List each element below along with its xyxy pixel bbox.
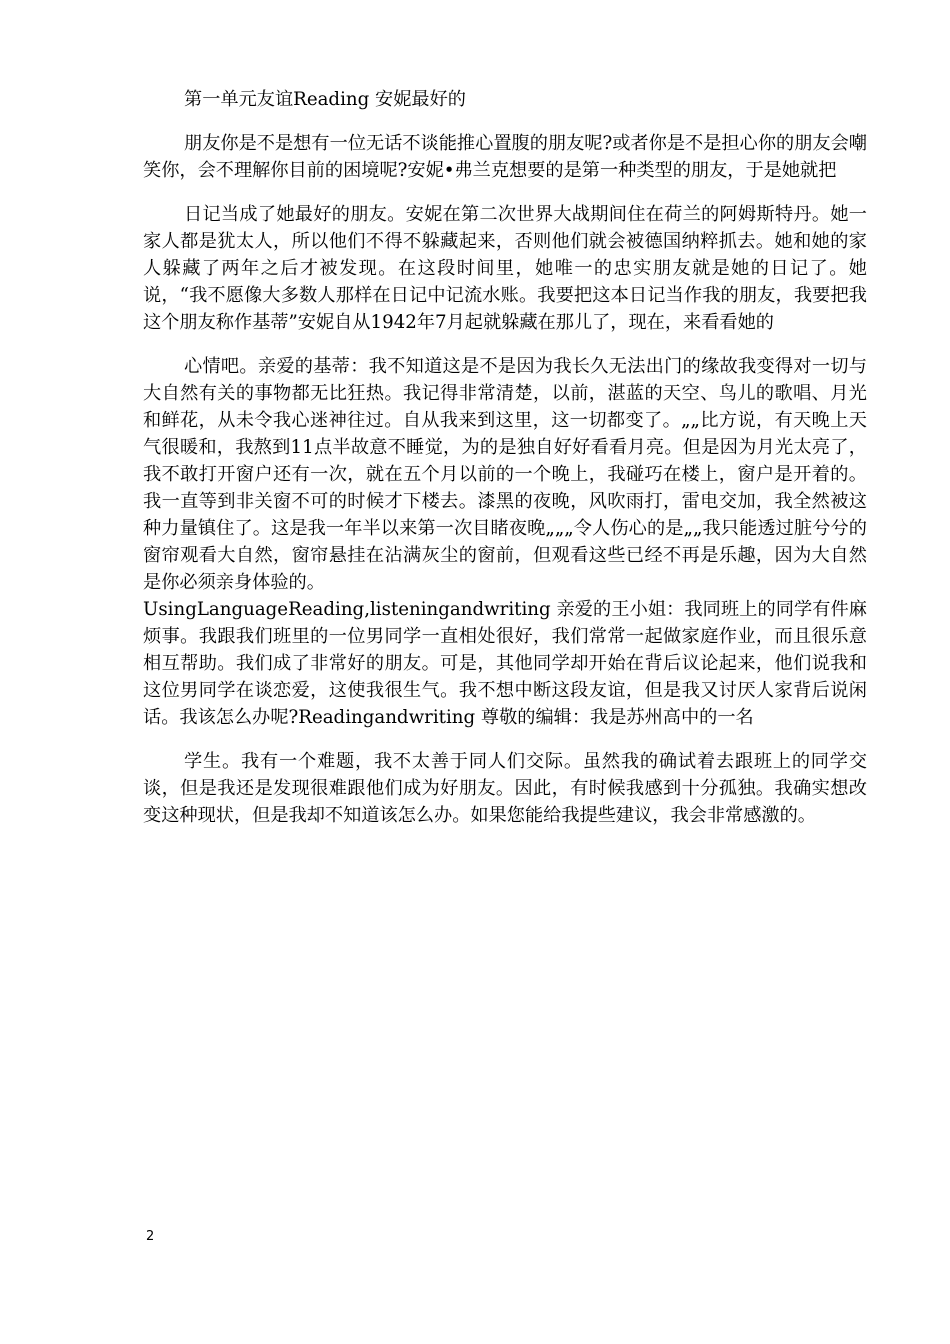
paragraph-3: 心情吧。亲爱的基蒂：我不知道这是不是因为我长久无法出门的缘故我变得对一切与大自然有关的事物都无比狂热。我记得非常清楚，以前，湛蓝的天空、鸟儿的歌唱、月光和鲜花，从未令我心迷神往过。自从我来到这里，这一切都变了。„„比方说，有天晚上天气很暖和，我熬到11点半故意不睡觉，为的是独自好好看看月亮。但是因为月光太亮了，我不敢打开窗户还有一次，就在五个月以前的一个晚上，我碰巧在楼上，窗户是开着的。我一直等到非关窗不可的时候才下楼去。漆黑的夜晚，风吹雨打，雷电交加，我全然被这种力量镇住了。这是我一年半以来第一次目睹夜晚„„„令人伤心的是„„我只能透过脏兮兮的窗帘观看大自然，窗帘悬挂在沾满灰尘的窗前，但观看这些已经不再是乐趣，因为大自然是你必须亲身体验的。 (143, 356, 867, 593)
paragraph-1: 朋友你是不是想有一位无话不谈能推心置腹的朋友呢?或者你是不是担心你的朋友会嘲笑你，会不理解你目前的困境呢?安妮•弗兰克想要的是第一种类型的朋友，于是她就把 (143, 133, 867, 181)
paragraph-5: 学生。我有一个难题，我不太善于同人们交际。虽然我的确试着去跟班上的同学交谈，但是我还是发现很难跟他们成为好朋友。因此，有时候我感到十分孤独。我确实想改变这种现状，但是我却不知道该怎么办。如果您能给我提些建议，我会非常感激的。 (143, 751, 867, 826)
paragraph-2: 日记当成了她最好的朋友。安妮在第二次世界大战期间住在荷兰的阿姆斯特丹。她一家人都是犹太人，所以他们不得不躲藏起来，否则他们就会被德国纳粹抓去。她和她的家人躲藏了两年之后才被发现。在这段时间里，她唯一的忠实朋友就是她的日记了。她说，“我不愿像大多数人那样在日记中记流水账。我要把这本日记当作我的朋友，我要把我这个朋友称作基蒂”安妮自从1942年7月起就躲藏在那儿了，现在，来看看她的 (143, 204, 867, 333)
document-body (143, 86, 867, 829)
paragraph-4: UsingLanguageReading,listeningandwriting 亲爱的王小姐：我同班上的同学有件麻烦事。我跟我们班里的一位男同学一直相处很好，我们常常一起做家庭作业，而且很乐意相互帮助。我们成了非常好的朋友。可是，其他同学却开始在背后议论起来，他们说我和这位男同学在谈恋爱，这使我很生气。我不想中断这段友谊，但是我又讨厌人家背后说闲话。我该怎么办呢?Readingandwriting 尊敬的编辑：我是苏州高中的一名 (143, 599, 867, 728)
document-title: 第一单元友谊Reading 安妮最好的 (184, 89, 466, 110)
page-number: 2 (146, 1229, 155, 1244)
